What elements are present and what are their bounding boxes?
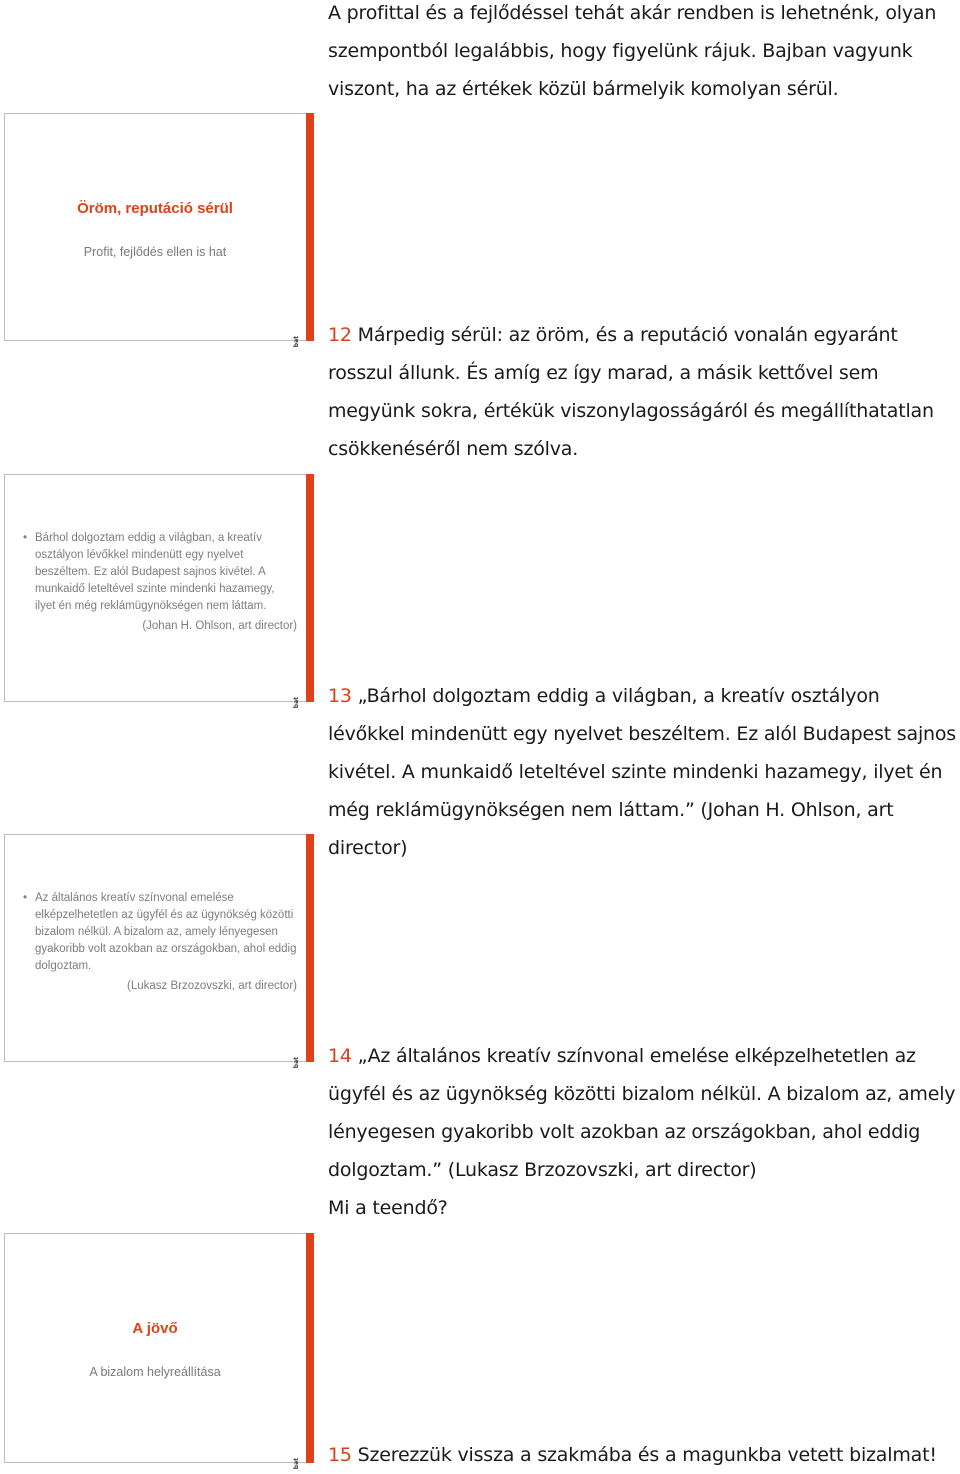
slide-accent-bar (306, 834, 314, 1062)
bullet-icon: • (23, 532, 28, 544)
slide-thumbnail-12 (4, 113, 311, 348)
note-number: 12 (328, 324, 352, 346)
slide-accent-bar (306, 1233, 314, 1463)
slide-thumbnail-13 (4, 474, 311, 709)
bat-logo: bat (293, 1458, 300, 1470)
bat-logo: bat (293, 697, 300, 709)
slide-thumbnail-15 (4, 1233, 311, 1470)
slide-quote (23, 530, 297, 635)
slide-title: A jövő (132, 1320, 178, 1337)
slide-subtitle: A bizalom helyreállítása (89, 1365, 221, 1379)
bullet-icon: • (23, 892, 28, 904)
slide-subtitle: Profit, fejlődés ellen is hat (83, 245, 227, 259)
bat-logo: bat (293, 1057, 300, 1069)
note-14 (328, 1037, 958, 1227)
quote-text: Az általános kreatív színvonal emelése elképzelhetetlen az ügyfél és az ügynökség közötti bizalom nélkül. A bizalom az, amely lényegesen gyakoribb volt azokban az országokban, ahol eddig dolgoztam. (35, 892, 297, 972)
quote-text: Bárhol dolgoztam eddig a világban, a kreatív osztályon lévőkkel mindenütt egy nyelvet beszéltem. Ez alól Budapest sajnos kivétel. A munkaidő leteltével szinte mindenki hazamegy, ilyet én még reklámügynökségen nem láttam. (35, 532, 275, 612)
note-15 (328, 1436, 958, 1474)
note-number: 15 (328, 1444, 352, 1466)
slide-thumbnail-14 (4, 834, 311, 1069)
note-text: Szerezzük vissza a szakmába és a magunkba vetett bizalmat! (357, 1444, 937, 1466)
note-extra: Mi a teendő? (328, 1197, 448, 1219)
quote-attribution: (Johan H. Ohlson, art director) (142, 620, 297, 632)
quote-attribution: (Lukasz Brzozovszki, art director) (127, 980, 297, 992)
note-text: Márpedig sérül: az öröm, és a reputáció vonalán egyaránt rosszul állunk. És amíg ez így marad, a másik kettővel sem megyünk sokra, értékük viszonylagosságáról és megállíthatatlan csökkenéséről nem szólva. (328, 324, 934, 460)
slide-accent-bar (306, 113, 314, 341)
slide-quote (23, 890, 297, 995)
slide-title: Öröm, reputáció sérül (77, 200, 233, 217)
note-text: „Az általános kreatív színvonal emelése elképzelhetetlen az ügyfél és az ügynökség közötti bizalom nélkül. A bizalom az, amely lényegesen gyakoribb volt azokban az országokban, ahol eddig dolgoztam.” (Lukasz Brzozovszki, art director) (328, 1045, 956, 1181)
note-number: 14 (328, 1045, 352, 1067)
note-12 (328, 316, 958, 468)
note-number: 13 (328, 685, 352, 707)
bat-logo: bat (293, 336, 300, 348)
note-13 (328, 677, 958, 867)
note-text: „Bárhol dolgoztam eddig a világban, a kreatív osztályon lévőkkel mindenütt egy nyelvet beszéltem. Ez alól Budapest sajnos kivétel. A munkaidő leteltével szinte mindenki hazamegy, ilyet én még reklámügynökségen nem láttam.” (Johan H. Ohlson, art director) (328, 685, 956, 859)
intro-paragraph: A profittal és a fejlődéssel tehát akár rendben is lehetnénk, olyan szempontból legalábbis, hogy figyelünk rájuk. Bajban vagyunk viszont, ha az értékek közül bármelyik komolyan sérül. (328, 2, 937, 100)
slide-accent-bar (306, 474, 314, 702)
